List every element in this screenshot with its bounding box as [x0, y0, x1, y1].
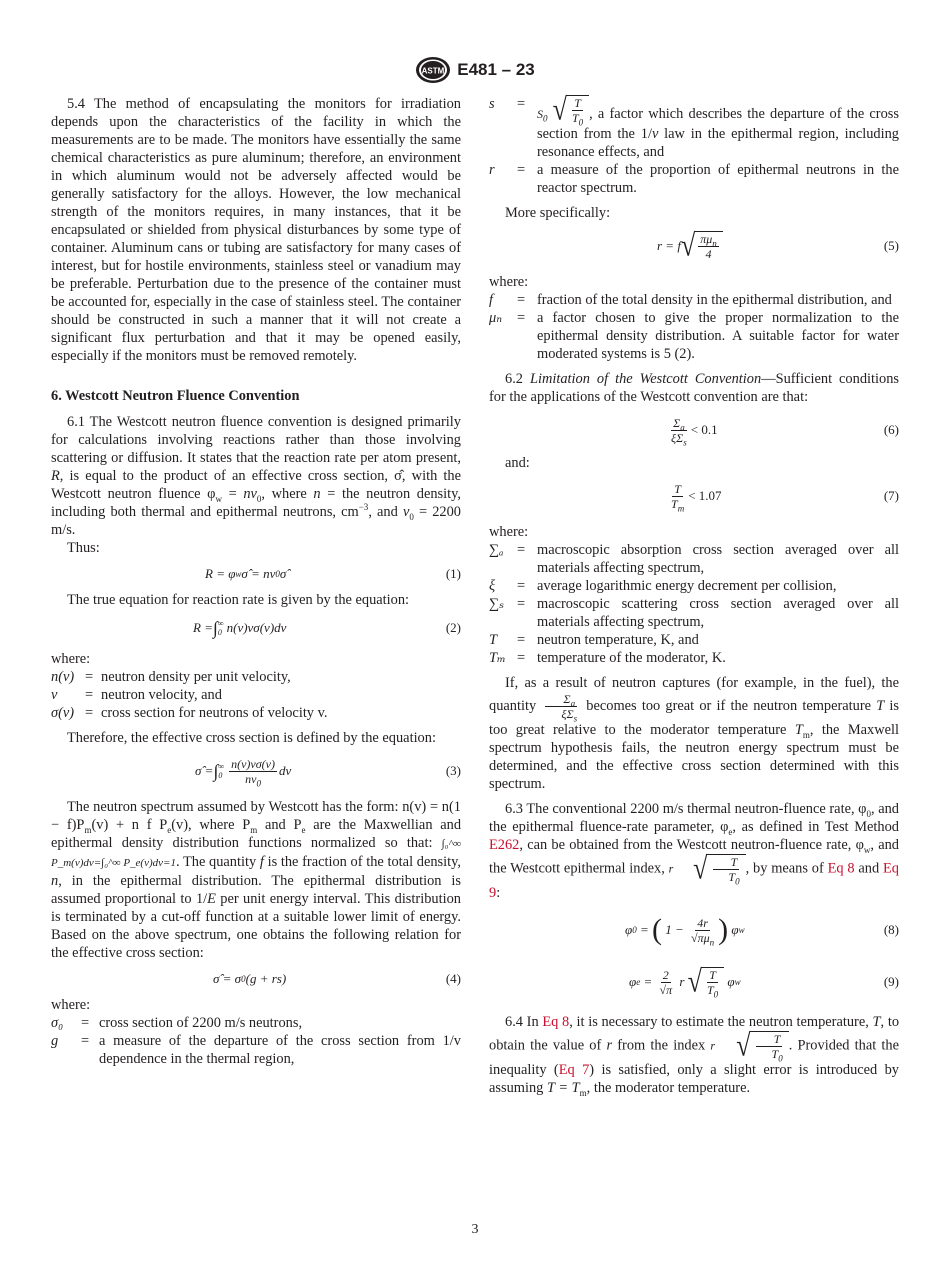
- right-column: [489, 92, 900, 1098]
- eq-7-link[interactable]: Eq 7: [558, 1062, 590, 1078]
- eq-8-link[interactable]: Eq 8: [542, 1014, 570, 1030]
- definitions-list-2: [51, 1014, 461, 1068]
- neutron-capture-paragraph: If, as a result of neutron captures (for example, in the fuel), the quantity $\frac{\Sigma_a}{\xi\Sigma_s}$ becomes too great or if the neutron temperature T is too great relative to the moderator temperature $T_m$, the Maxwell spectrum hypothesis fails, the neutron energy spectrum must be determined, and the effective cross section determined with this spectrum.: [489, 675, 900, 792]
- definitions-list-1: [51, 668, 461, 722]
- definition-item: g = a measure of the departure of the cross section from 1/v dependence in the thermal region,: [51, 1033, 461, 1067]
- equation-1: R = φ w σ̂ = nv 0 σ̂ (1): [205, 566, 461, 581]
- equation-8: φ 0 = ( 1 − $\frac{4r}{√\pi\mu_n}$ ) φ w (8): [625, 913, 899, 947]
- definition-item: n(v) = neutron density per unit velocity,: [51, 669, 291, 685]
- where-label-3: where:: [489, 274, 529, 290]
- equation-2: R = ∫ ∞ 0 n(v)vσ(v)dv (2): [193, 618, 461, 638]
- e262-link[interactable]: E262: [489, 837, 520, 853]
- svg-text:ASTM: ASTM: [421, 66, 445, 76]
- where-label-1: where:: [51, 651, 91, 667]
- equation-7: $\frac{T}{T_m}$ < 1.07 (7): [671, 481, 899, 513]
- therefore-text: Therefore, the effective cross section is defined by the equation:: [67, 730, 436, 746]
- page-number: 3: [471, 1222, 479, 1237]
- astm-logo-icon: [415, 56, 451, 84]
- definition-item: σ₀ = cross section of 2200 m/s neutrons,: [51, 1015, 303, 1031]
- paragraph-6-2: 6.2 Limitation of the Westcott Convention—Sufficient conditions for the applications of the Westcott convention are that:: [489, 371, 899, 405]
- left-column: [51, 95, 461, 1068]
- equation-4: σ̂ = σ 0 (g + rs) (4): [213, 971, 461, 986]
- thus-label: Thus:: [67, 540, 100, 556]
- definition-item: ξ = average logarithmic energy decrement per collision,: [489, 578, 837, 594]
- more-specifically-label: More specifically:: [505, 205, 611, 221]
- paragraph-6-1: 6.1 The Westcott neutron fluence convention is designed primarily for calculations involving reactions rather than those involving scattering or diffusion. It states that the reaction rate per atom present, R, is equal to the product of an effective cross section, σ̂, with the Westcott neutron fluence $\varphi_w = nv_0$, where n = the neutron density, including both thermal and epithermal neutrons, $cm^{-3}$, and $v_0 = 2200$ m/s.: [51, 414, 462, 538]
- definition-item: σ(v) = cross section for neutrons of velocity v.: [51, 705, 328, 721]
- paragraph-6-3: 6.3 The conventional 2200 m/s thermal neutron-fluence rate, $\varphi_0$, and the epithermal fluence-rate parameter, $\varphi_e$, as defined in Test Method E262, can be obtained from the Westcott neutron-fluence rate, $\varphi_w$, and the Westcott epithermal index, r √ $\frac{T}{T_0}$ , by means of Eq 8 and Eq 9:: [489, 801, 899, 901]
- true-equation-text: The true equation for reaction rate is given by the equation:: [67, 592, 410, 608]
- spectrum-paragraph: The neutron spectrum assumed by Westcott has the form: $n(v) = n(1 - f)P_m(v) + n$ f $P_e(v)$, where $P_m$ and $P_e$ are the Maxwellian and epithermal density distribution functions normalized so that: ∫₀^∞ P_m(v)dv=∫₀^∞ P_e(v)dv=1. The quantity f is the fraction of the total density, n, in the epithermal distribution. The epithermal distribution is assumed proportional to 1/E per unit energy interval. This distribution is terminated by a cut-off function at a suitable lower limit of energy. Based on the above spectrum, one obtains the following relation for the effective cross section:: [51, 799, 462, 961]
- equation-3: σ̂ = ∫ ∞ 0 $\frac{n(v)v\sigma(v)}{nv_0}$ dv (3): [195, 756, 461, 788]
- paragraph-6-4: 6.4 In Eq 8, it is necessary to estimate the neutron temperature, T, to obtain the value of r from the index r √ $\frac{T}{T_0}$ . Provided that the inequality (Eq 7) is satisfied, only a slight error is introduced by assuming $T = T_m$, the moderator temperature.: [489, 1014, 900, 1098]
- equation-5: r = f √ $\frac{\pi\mu_n}{4}$ (5): [657, 228, 899, 263]
- definition-item: v = neutron velocity, and: [51, 687, 222, 703]
- where-label-2: where:: [51, 997, 91, 1013]
- equation-9: φ e = $\frac{2}{√\pi}$ r √ $\frac{T}{T_0}$ φ w (9): [629, 964, 899, 1000]
- definition-item: ∑ₐ = macroscopic absorption cross section averaged over all materials affecting spectrum,: [489, 542, 899, 576]
- where-label-4: where:: [489, 524, 529, 540]
- section-6-heading: 6. Westcott Neutron Fluence Convention: [51, 388, 300, 404]
- definition-item: T = neutron temperature, K, and: [489, 632, 699, 648]
- document-designation: E481 – 23: [457, 60, 535, 79]
- definition-item: ∑ₛ = macroscopic scattering cross section averaged over all materials affecting spectrum,: [489, 596, 899, 630]
- definition-item: f = fraction of the total density in the epithermal distribution, and: [489, 292, 892, 308]
- equation-6: $\frac{\Sigma_a}{\xi\Sigma_s}$ < 0.1 (6): [671, 415, 899, 447]
- and-label: and:: [505, 455, 530, 471]
- paragraph-5-4: 5.4 The method of encapsulating the monitors for irradiation depends upon the characteristics of the facility in which the measurements are to be made. The monitors have essentially the same chemical characteristics as pure aluminum; therefore, an environment in which aluminum would not be adversely affected would be generally satisfactory for the alloys. However, the low mechanical strength of the monitors requires, in many instances, that it be encapsulated or shielded from physical disturbances by some type of container. Aluminum cans or tubing are satisfactory for many cases of interest, but for hostile environments, stainless steel or vanadium may be preferable. Perturbation due to the presence of the container must be accounted for, especially in the case of stainless steel. The container should be constructed in such a manner that it will not create a significant flux perturbation and that it may be opened easily, especially if the monitors must be removed remotely.: [51, 96, 461, 364]
- eq-8-link[interactable]: Eq 8: [827, 860, 855, 877]
- definition-item: Tₘ = temperature of the moderator, K.: [489, 650, 726, 666]
- eq-9-link[interactable]: Eq 9: [489, 860, 899, 901]
- definition-s: s = $S_0$ √ $\frac{T}{T_0}$ , a factor which describes the departure of the cross section from the 1/v law in the epithermal region, including resonance effects, and: [489, 92, 900, 160]
- definition-item: μₙ = a factor chosen to give the proper normalization to the epithermal density distribution. A suitable factor for water moderated systems is 5 (2).: [489, 310, 899, 362]
- definition-r: r = a measure of the proportion of epithermal neutrons in the reactor spectrum.: [489, 162, 899, 196]
- definitions-list-3: [489, 291, 899, 363]
- page-header: [0, 55, 950, 85]
- definitions-list-4: [489, 541, 899, 667]
